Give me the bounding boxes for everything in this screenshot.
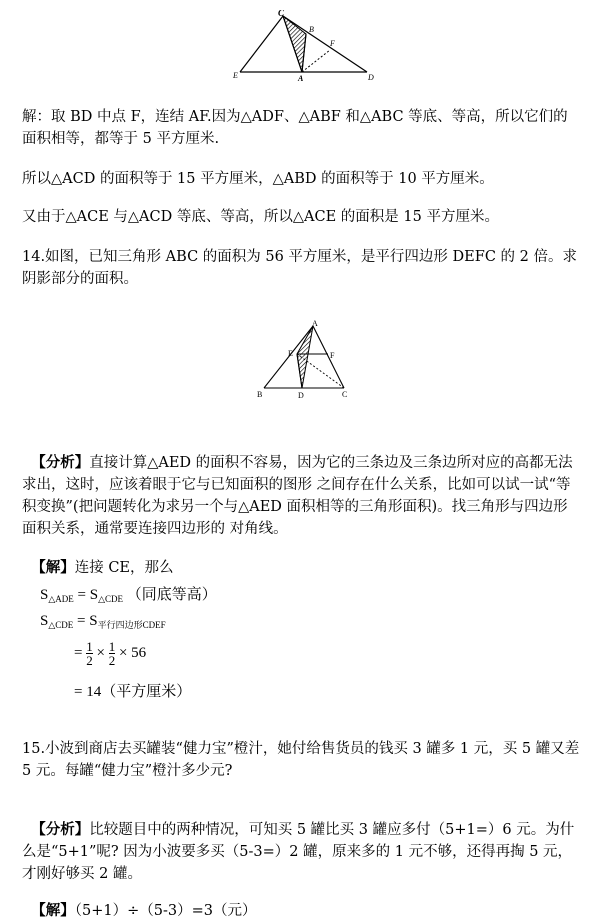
solution-text: （5+1）÷（5-3）=3（元）	[74, 903, 257, 919]
label-D: D	[368, 73, 374, 82]
same-base-note: （同底等高）	[126, 587, 217, 603]
times-56: × 56	[118, 644, 147, 661]
math-line-3	[74, 640, 146, 667]
label-B: B	[309, 25, 314, 34]
solution-tag: 【解】	[31, 902, 75, 919]
math-line-1	[40, 583, 217, 605]
symbol-s: S	[40, 587, 49, 603]
fraction-one-half: $\frac{1}{2}$	[108, 639, 116, 668]
question-14: 14.如图，已知三角形 ABC 的面积为 56 平方厘米，是平行四边形 DEFC 的 2 倍。求阴影部分的面积。	[22, 249, 577, 287]
symbol-s: S	[89, 587, 99, 603]
subscript-parallelogram: 平行四边形CDEF	[97, 620, 166, 630]
label-E: E	[288, 349, 293, 358]
label-C: C	[278, 10, 285, 18]
label-C: C	[342, 390, 348, 399]
symbol-s: S	[40, 613, 49, 629]
analysis-tag: 【分析】	[31, 454, 90, 471]
label-F: F	[330, 39, 335, 48]
math-line-2	[40, 613, 166, 631]
figure-1-triangle-diagram	[230, 10, 380, 82]
equals-sign: =	[74, 644, 83, 661]
analysis-tag: 【分析】	[31, 821, 90, 838]
equals-sign: =	[77, 587, 86, 603]
analysis-15	[22, 797, 582, 885]
fraction-one-half: $\frac{1}{2}$	[86, 639, 93, 668]
subscript-cde: △CDE	[48, 620, 74, 630]
solution-14	[22, 535, 582, 579]
label-E: E	[233, 71, 238, 80]
symbol-s: S	[89, 613, 98, 629]
solution-paragraph-1: 解：取 BD 中点 F，连结 AF.因为△ADF、△ABF 和△ABC 等底、等高，所以它们的面积相等，都等于 5 平方厘米.	[22, 109, 568, 147]
solution-paragraph-3: 又由于△ACE 与△ACD 等底、等高，所以△ACE 的面积是 15 平方厘米。	[22, 209, 499, 225]
figure-2-triangle-diagram	[252, 318, 362, 402]
label-D: D	[298, 391, 304, 400]
analysis-text: 直接计算△AED 的面积不容易，因为它的三条边及三条边所对应的高都无法求出，这时，应该着眼于它与已知面积的图形 之间存在什么关系，比如可以试一试“等积变换”(把问题转化为求另一个与△AED 面积相等的三角形面积)。找三角形与四边形面积关系，通常要连接四边形的 对角线。	[22, 455, 573, 537]
solution-text: 连接 CE，那么	[74, 560, 174, 576]
solution-15	[22, 878, 582, 922]
subscript-cde: △CDE	[98, 594, 123, 604]
times-sign: ×	[96, 644, 105, 661]
label-B: B	[257, 390, 263, 399]
analysis-14	[22, 430, 582, 540]
label-A: A	[312, 319, 318, 328]
solution-paragraph-2: 所以△ACD 的面积等于 15 平方厘米，△ABD 的面积等于 10 平方厘米。	[22, 171, 494, 187]
label-A: A	[298, 74, 304, 82]
equals-sign: =	[77, 613, 86, 629]
solution-tag: 【解】	[31, 559, 75, 576]
analysis-text: 比较题目中的两种情况，可知买 5 罐比买 3 罐应多付（5+1=）6 元。为什么是“5+1”呢? 因为小波要多买（5-3=）2 罐，原来多的 1 元不够，还得再掏 5 元，才刚好够买 2 罐。	[22, 822, 575, 882]
question-15: 15.小波到商店去买罐装“健力宝”橙汁，她付给售货员的钱买 3 罐多 1 元，买 5 罐又差 5 元。每罐“健力宝”橙汁多少元?	[22, 741, 584, 779]
label-F: F	[330, 351, 335, 360]
math-line-4	[74, 680, 191, 701]
result-14: = 14（平方厘米）	[74, 684, 192, 700]
subscript-ade: △ADE	[48, 594, 74, 604]
